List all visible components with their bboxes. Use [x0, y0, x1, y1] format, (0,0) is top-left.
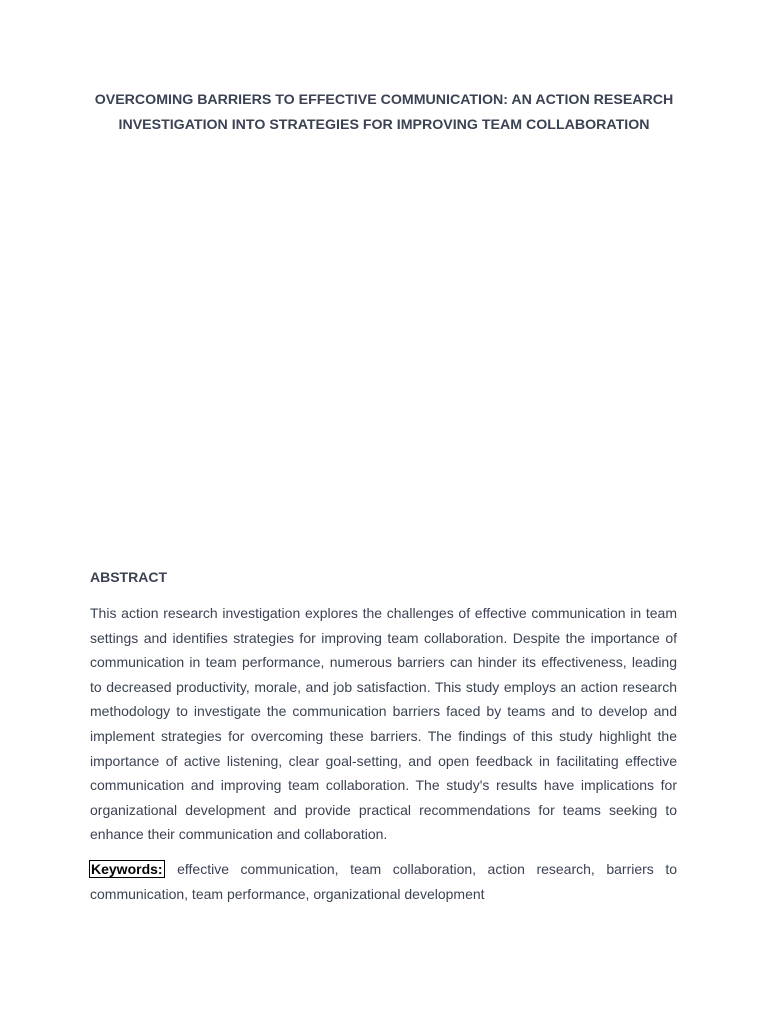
abstract-heading: ABSTRACT	[90, 569, 167, 585]
keywords-label[interactable]: Keywords:	[91, 861, 163, 877]
abstract-paragraph: This action research investigation explores the challenges of effective communication in team settings and identifies strategies for improving team collaboration. Despite the importance of communication in team performance, numerous barriers can hinder its effectiveness, leading to decreased productivity, morale, and job satisfaction. This study employs an action research methodology to investigate the communication barriers faced by teams and to develop and implement strategies for overcoming these barriers. The findings of this study highlight the importance of active listening, clear goal-setting, and open feedback in facilitating effective communication and improving team collaboration. The study's results have implications for organizational development and provide practical recommendations for teams seeking to enhance their communication and collaboration.	[90, 605, 677, 843]
keywords-paragraph	[90, 857, 677, 907]
keywords-list: effective communication, team collaboration, action research, barriers to communication, team performance, organizational development	[90, 861, 677, 902]
document-title: OVERCOMING BARRIERS TO EFFECTIVE COMMUNICATION: AN ACTION RESEARCH INVESTIGATION INTO STRATEGIES FOR IMPROVING TEAM COLLABORATION	[94, 92, 674, 133]
